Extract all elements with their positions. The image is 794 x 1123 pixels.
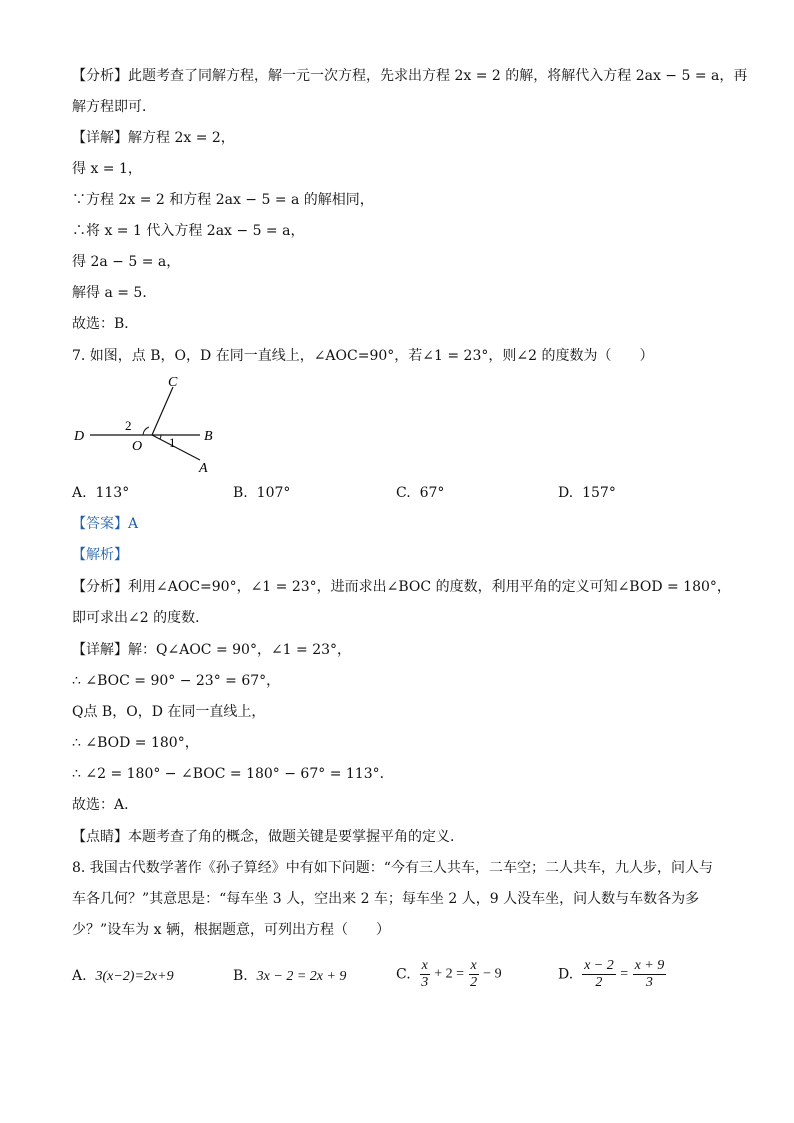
q8-option-b: B. 3x − 2 = 2x + 9 xyxy=(233,968,347,984)
q6-detail-line2: 得 x = 1， xyxy=(72,161,142,177)
q7-detail-line2: ∴ ∠BOC = 90° − 23° = 67°， xyxy=(72,673,281,689)
q7-option-a: A. 113° xyxy=(72,485,130,501)
ray-oc xyxy=(152,387,173,435)
q6-detail-line4: ∴将 x = 1 代入方程 2ax − 5 = a， xyxy=(72,223,305,239)
q6-choice: 故选：B． xyxy=(72,316,139,332)
q8-c-frac1: $\frac{x}{3}$ xyxy=(421,958,429,990)
label-angle2: 2 xyxy=(125,418,132,433)
q7-answer: 【答案】A xyxy=(72,516,139,532)
label-a: A xyxy=(199,461,208,476)
label-o: O xyxy=(132,439,143,454)
q8-c-frac2: $\frac{x}{2}$ xyxy=(470,958,478,990)
q6-detail-line6: 解得 a = 5． xyxy=(72,285,157,301)
q7-option-b: B. 107° xyxy=(233,485,291,501)
q7-option-d: D. 157° xyxy=(558,485,616,501)
q7-jiexi: 【解析】 xyxy=(72,547,128,563)
q7-analysis-line2: 即可求出∠2 的度数． xyxy=(72,610,210,626)
q8-option-c: C. $\frac{x}{3}$ + 2 = $\frac{x}{2}$ − 9 xyxy=(396,958,502,990)
q7-analysis-line1: 【分析】利用∠AOC=90°，∠1 = 23°，进而求出∠BOC 的度数，利用平角的定义可知∠BOD = 180°， xyxy=(72,579,731,595)
q7-stem: 7. 如图，点 B，O，D 在同一直线上，∠AOC=90°，若∠1 = 23°，则∠2 的度数为（ ） xyxy=(72,348,654,364)
label-c: C xyxy=(168,375,178,390)
q6-detail-line3: ∵方程 2x = 2 和方程 2ax − 5 = a 的解相同， xyxy=(72,192,374,208)
q8-stem-line1: 8. 我国古代数学著作《孙子算经》中有如下问题：“今有三人共车，二车空；二人共车，九人步，问人与 xyxy=(72,860,713,876)
q6-analysis-line2: 解方程即可． xyxy=(72,99,156,115)
q7-detail-line3: Q点 B，O，D 在同一直线上， xyxy=(72,704,266,720)
label-b: B xyxy=(204,429,213,444)
label-d: D xyxy=(74,429,85,444)
q8-stem-line3: 少？”设车为 x 辆，根据题意，可列出方程（ ） xyxy=(72,922,390,938)
q7-choice: 故选：A． xyxy=(72,797,139,813)
label-angle1: 1 xyxy=(169,435,176,450)
q6-detail-line1: 【详解】解方程 2x = 2， xyxy=(72,130,235,146)
q7-detail-line5: ∴ ∠2 = 180° − ∠BOC = 180° − 67° = 113°． xyxy=(72,766,394,782)
q7-detail-line4: ∴ ∠BOD = 180°， xyxy=(72,735,199,751)
q8-d-frac1: $\frac{x - 2}{2}$ xyxy=(584,958,614,990)
q7-figure xyxy=(70,372,230,476)
ray-oa xyxy=(152,435,200,460)
q8-d-frac2: $\frac{x + 9}{3}$ xyxy=(634,958,665,990)
q8-option-a: A. 3(x−2)=2x+9 xyxy=(72,968,174,984)
q6-analysis-line1: 【分析】此题考查了同解方程，解一元一次方程，先求出方程 2x = 2 的解，将解代入方程 2ax − 5 = a，再 xyxy=(72,68,748,84)
q8-option-d: D. $\frac{x - 2}{2}$ = $\frac{x + 9}{3}$ xyxy=(558,958,665,990)
q7-option-c: C. 67° xyxy=(396,485,445,501)
angle1-arc xyxy=(160,435,161,439)
q7-comment: 【点睛】本题考查了角的概念，做题关键是要掌握平角的定义． xyxy=(72,829,464,845)
angle2-arc xyxy=(143,427,149,435)
q7-detail-line1: 【详解】解：Q∠AOC = 90°，∠1 = 23°， xyxy=(72,642,352,658)
q8-stem-line2: 车各几何？”其意思是：“每车坐 3 人，空出来 2 车；每车坐 2 人，9 人没车坐，问人数与车数各为多 xyxy=(72,891,700,907)
q6-detail-line5: 得 2a − 5 = a， xyxy=(72,254,181,270)
